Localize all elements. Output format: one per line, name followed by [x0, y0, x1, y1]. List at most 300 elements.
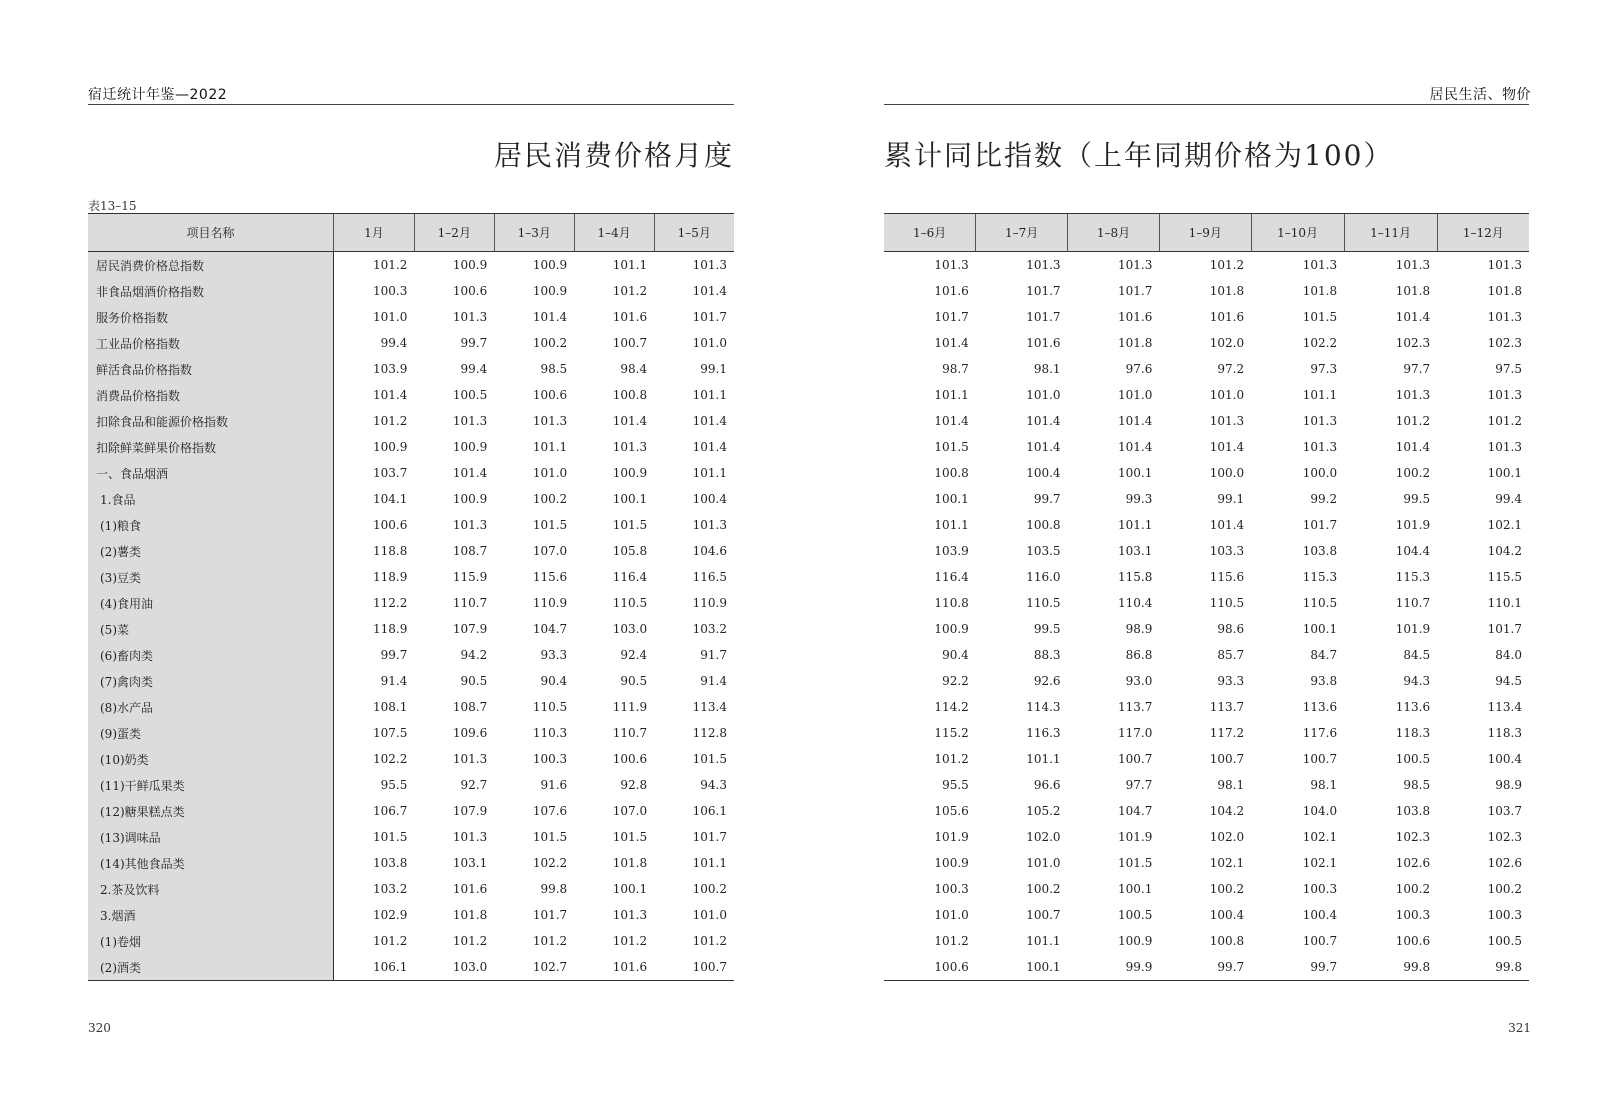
table-cell: 101.1	[692, 856, 727, 870]
table-cell: 101.0	[692, 908, 727, 922]
table-cell: 104.7	[532, 622, 568, 636]
table-cell: 101.3	[1209, 414, 1245, 428]
table-row	[88, 850, 734, 876]
table-row	[884, 642, 1529, 668]
table-body-right	[884, 252, 1529, 981]
table-cell: 98.4	[620, 362, 648, 376]
row-label: (5)菜	[88, 616, 334, 642]
table-cell: 93.0	[1125, 674, 1153, 688]
table-cell: 102.1	[1302, 856, 1338, 870]
table-row	[884, 278, 1529, 304]
table-cell: 100.3	[1302, 882, 1338, 896]
table-cell: 110.7	[452, 596, 488, 610]
table-cell: 100.4	[1302, 908, 1338, 922]
table-cell: 101.7	[1302, 518, 1338, 532]
table-cell: 100.5	[1117, 908, 1153, 922]
table-cell: 107.5	[373, 726, 408, 740]
table-cell: 101.5	[934, 440, 969, 454]
table-cell: 100.3	[373, 284, 408, 298]
table-cell: 104.4	[1395, 544, 1431, 558]
table-row	[88, 668, 734, 694]
table-cell: 100.4	[692, 492, 727, 506]
table-cell: 101.8	[1209, 284, 1245, 298]
table-cell: 107.0	[612, 804, 648, 818]
table-cell: 99.9	[1068, 954, 1160, 981]
table-cell: 100.9	[452, 258, 488, 272]
table-row	[884, 564, 1529, 590]
table-cell: 100.9	[373, 440, 408, 454]
column-header: 1–3月	[494, 214, 574, 252]
table-cell: 101.5	[532, 518, 568, 532]
table-header-row-right	[884, 214, 1529, 252]
table-cell: 100.3	[934, 882, 969, 896]
row-label: 工业品价格指数	[88, 330, 334, 356]
table-row	[884, 304, 1529, 330]
table-cell: 100.4	[1209, 908, 1245, 922]
table-cell: 84.5	[1403, 648, 1431, 662]
table-cell: 101.3	[1487, 440, 1522, 454]
table-cell: 101.3	[934, 258, 969, 272]
table-cell: 101.3	[1302, 440, 1338, 454]
table-cell: 101.6	[612, 310, 648, 324]
table-cell: 101.7	[1026, 284, 1061, 298]
table-cell: 114.3	[1026, 700, 1061, 714]
row-label: (11)干鲜瓜果类	[88, 772, 334, 798]
table-row	[88, 356, 734, 382]
table-cell: 102.0	[1209, 336, 1245, 350]
table-cell: 100.7	[1209, 752, 1245, 766]
table-cell: 113.4	[1487, 700, 1522, 714]
table-cell: 101.1	[1302, 388, 1338, 402]
table-cell: 117.0	[1117, 726, 1153, 740]
table-cell: 91.6	[540, 778, 568, 792]
table-cell: 115.8	[1117, 570, 1153, 584]
table-title-part1: 居民消费价格月度	[493, 139, 734, 172]
table-cell: 107.9	[452, 622, 488, 636]
table-cell: 101.2	[934, 934, 969, 948]
table-cell: 101.5	[612, 830, 648, 844]
table-cell: 90.5	[460, 674, 488, 688]
table-cell: 100.2	[1026, 882, 1061, 896]
table-cell: 98.5	[540, 362, 568, 376]
table-cell: 100.3	[1487, 908, 1522, 922]
table-cell: 103.7	[1487, 804, 1522, 818]
table-cell: 104.2	[1209, 804, 1245, 818]
table-cell: 104.1	[373, 492, 408, 506]
table-cell: 93.3	[540, 648, 568, 662]
table-cell: 101.3	[612, 440, 648, 454]
table-cell: 90.4	[942, 648, 969, 662]
table-cell: 101.5	[1117, 856, 1153, 870]
right-page	[800, 0, 1609, 1099]
table-cell: 100.9	[532, 284, 568, 298]
row-label: (14)其他食品类	[88, 850, 334, 876]
row-label: (1)卷烟	[88, 928, 334, 954]
table-cell: 101.4	[1117, 414, 1153, 428]
table-cell: 116.4	[612, 570, 648, 584]
table-cell: 101.5	[692, 752, 727, 766]
table-cell: 94.2	[460, 648, 488, 662]
table-cell: 117.2	[1209, 726, 1245, 740]
table-cell: 94.3	[700, 778, 727, 792]
row-label: 服务价格指数	[88, 304, 334, 330]
table-cell: 100.5	[452, 388, 488, 402]
table-cell: 100.1	[1302, 622, 1338, 636]
table-cell: 98.6	[1217, 622, 1245, 636]
table-cell: 100.9	[934, 856, 969, 870]
table-cell: 116.3	[1026, 726, 1061, 740]
table-cell: 103.8	[1302, 544, 1338, 558]
table-cell: 101.3	[532, 414, 568, 428]
table-row	[884, 330, 1529, 356]
table-cell: 101.1	[1026, 934, 1061, 948]
table-cell: 99.1	[700, 362, 727, 376]
table-cell: 101.7	[1487, 622, 1522, 636]
row-label: (10)奶类	[88, 746, 334, 772]
table-cell: 117.6	[1302, 726, 1338, 740]
table-cell: 110.9	[532, 596, 568, 610]
running-head-left: 宿迁统计年鉴—2022	[88, 87, 228, 103]
table-cell: 100.4	[1026, 466, 1061, 480]
table-cell: 101.0	[373, 310, 408, 324]
column-header: 1月	[334, 214, 415, 252]
table-row	[884, 902, 1529, 928]
table-cell: 101.6	[1026, 336, 1061, 350]
table-cell: 101.6	[574, 954, 654, 981]
row-label: (9)蛋类	[88, 720, 334, 746]
table-cell: 93.3	[1217, 674, 1245, 688]
table-cell: 101.3	[692, 518, 727, 532]
table-row	[88, 720, 734, 746]
table-cell: 118.9	[373, 622, 408, 636]
table-cell: 98.9	[1125, 622, 1153, 636]
table-cell: 101.3	[452, 752, 488, 766]
row-label: (8)水产品	[88, 694, 334, 720]
table-cell: 100.0	[1302, 466, 1338, 480]
row-label: 2.茶及饮料	[88, 876, 334, 902]
table-cell: 100.6	[1395, 934, 1431, 948]
table-cell: 99.7	[380, 648, 408, 662]
table-row	[884, 850, 1529, 876]
table-cell: 111.9	[612, 700, 648, 714]
table-cell: 115.3	[1395, 570, 1431, 584]
table-cell: 98.5	[1403, 778, 1431, 792]
table-cell: 110.9	[692, 596, 727, 610]
table-cell: 99.1	[1217, 492, 1245, 506]
table-cell: 92.8	[620, 778, 648, 792]
table-cell: 110.8	[934, 596, 969, 610]
table-cell: 101.4	[934, 336, 969, 350]
table-cell: 100.2	[692, 882, 727, 896]
table-row	[884, 538, 1529, 564]
table-cell: 100.1	[934, 492, 969, 506]
table-cell: 101.2	[373, 258, 408, 272]
table-cell: 101.0	[1026, 388, 1061, 402]
table-cell: 103.2	[373, 882, 408, 896]
column-header: 1–9月	[1159, 214, 1251, 252]
table-cell: 102.1	[1302, 830, 1338, 844]
column-header-item-name: 项目名称	[88, 214, 334, 252]
table-cell: 100.7	[654, 954, 734, 981]
table-cell: 102.3	[1487, 830, 1522, 844]
table-cell: 101.1	[934, 518, 969, 532]
table-cell: 102.6	[1487, 856, 1522, 870]
column-header: 1–12月	[1437, 214, 1529, 252]
column-header: 1–6月	[884, 214, 976, 252]
table-cell: 92.4	[620, 648, 648, 662]
table-cell: 101.4	[692, 414, 727, 428]
table-row	[884, 876, 1529, 902]
table-row	[884, 746, 1529, 772]
table-cell: 101.9	[1395, 622, 1431, 636]
left-page	[0, 0, 800, 1099]
table-cell: 101.8	[1302, 284, 1338, 298]
table-cell: 100.1	[976, 954, 1068, 981]
row-label: (7)禽肉类	[88, 668, 334, 694]
table-cell: 101.4	[692, 440, 727, 454]
table-cell: 101.5	[373, 830, 408, 844]
table-cell: 110.5	[1302, 596, 1338, 610]
table-cell: 110.5	[1026, 596, 1061, 610]
row-label: 扣除食品和能源价格指数	[88, 408, 334, 434]
table-row	[88, 330, 734, 356]
table-cell: 97.5	[1495, 362, 1522, 376]
table-row	[884, 694, 1529, 720]
table-row	[88, 954, 734, 981]
table-cell: 101.3	[1302, 414, 1338, 428]
table-cell: 102.6	[1395, 856, 1431, 870]
table-cell: 100.7	[1302, 934, 1338, 948]
table-cell: 97.7	[1403, 362, 1431, 376]
table-cell: 101.2	[452, 934, 488, 948]
row-label: (4)食用油	[88, 590, 334, 616]
row-label: 消费品价格指数	[88, 382, 334, 408]
table-cell: 103.1	[1117, 544, 1153, 558]
table-cell: 100.7	[1302, 752, 1338, 766]
table-cell: 100.6	[884, 954, 976, 981]
table-row	[88, 434, 734, 460]
table-cell: 101.3	[1302, 258, 1338, 272]
table-cell: 100.9	[452, 492, 488, 506]
table-row	[88, 252, 734, 279]
table-cell: 102.7	[494, 954, 574, 981]
table-cell: 95.5	[380, 778, 408, 792]
table-cell: 102.2	[373, 752, 408, 766]
row-label: (1)粮食	[88, 512, 334, 538]
table-cell: 101.4	[1026, 414, 1061, 428]
table-row	[884, 928, 1529, 954]
table-cell: 101.8	[1395, 284, 1431, 298]
table-cell: 105.6	[934, 804, 969, 818]
table-row	[88, 590, 734, 616]
table-row	[884, 954, 1529, 981]
table-row	[88, 512, 734, 538]
table-cell: 101.3	[452, 414, 488, 428]
table-cell: 101.3	[452, 518, 488, 532]
table-cell: 101.4	[1209, 440, 1245, 454]
table-number: 表13–15	[88, 199, 137, 213]
table-cell: 99.7	[1159, 954, 1251, 981]
table-cell: 101.9	[1117, 830, 1153, 844]
table-cell: 102.3	[1395, 336, 1431, 350]
table-cell: 101.3	[452, 310, 488, 324]
table-cell: 101.8	[1487, 284, 1522, 298]
table-cell: 101.8	[612, 856, 648, 870]
table-cell: 99.7	[1033, 492, 1061, 506]
table-cell: 84.7	[1310, 648, 1338, 662]
table-cell: 101.3	[1026, 258, 1061, 272]
row-label: (2)酒类	[88, 954, 334, 981]
table-cell: 101.3	[1395, 258, 1431, 272]
table-row	[88, 304, 734, 330]
table-cell: 116.0	[1026, 570, 1061, 584]
column-header: 1–4月	[574, 214, 654, 252]
table-cell: 101.4	[612, 414, 648, 428]
table-cell: 101.7	[692, 310, 727, 324]
table-row	[884, 512, 1529, 538]
table-body-left	[88, 252, 734, 981]
table-cell: 103.3	[1209, 544, 1245, 558]
table-cell: 101.4	[532, 310, 568, 324]
table-row	[88, 772, 734, 798]
table-row	[88, 408, 734, 434]
page-number-left: 320	[88, 1021, 111, 1035]
column-header: 1–8月	[1068, 214, 1160, 252]
table-cell: 101.1	[1026, 752, 1061, 766]
table-cell: 101.2	[612, 934, 648, 948]
table-cell: 103.9	[373, 362, 408, 376]
table-cell: 116.5	[692, 570, 727, 584]
table-cell: 101.0	[532, 466, 568, 480]
table-cell: 101.3	[612, 908, 648, 922]
table-cell: 103.9	[934, 544, 969, 558]
table-cell: 100.2	[532, 336, 568, 350]
table-cell: 101.3	[1487, 310, 1522, 324]
table-cell: 100.0	[1209, 466, 1245, 480]
table-cell: 101.0	[934, 908, 969, 922]
table-cell: 101.3	[1487, 258, 1522, 272]
header-rule-right	[884, 104, 1529, 105]
table-cell: 100.9	[934, 622, 969, 636]
table-cell: 100.9	[1117, 934, 1153, 948]
table-cell: 118.9	[373, 570, 408, 584]
column-header: 1–7月	[976, 214, 1068, 252]
row-label: (3)豆类	[88, 564, 334, 590]
table-cell: 100.3	[532, 752, 568, 766]
table-cell: 92.6	[1033, 674, 1061, 688]
table-cell: 110.5	[1209, 596, 1245, 610]
table-cell: 101.2	[1395, 414, 1431, 428]
table-cell: 101.2	[373, 934, 408, 948]
table-cell: 103.0	[414, 954, 494, 981]
table-cell: 98.7	[942, 362, 969, 376]
table-cell: 99.7	[460, 336, 488, 350]
table-cell: 101.1	[532, 440, 568, 454]
table-cell: 102.0	[1209, 830, 1245, 844]
table-cell: 99.5	[1403, 492, 1431, 506]
table-row	[884, 486, 1529, 512]
table-cell: 115.5	[1487, 570, 1522, 584]
table-cell: 100.2	[532, 492, 568, 506]
table-cell: 101.4	[1395, 310, 1431, 324]
table-cell: 106.7	[373, 804, 408, 818]
table-cell: 97.6	[1125, 362, 1153, 376]
table-cell: 108.7	[452, 544, 488, 558]
table-cell: 101.3	[1117, 258, 1153, 272]
table-cell: 110.1	[1487, 596, 1522, 610]
table-cell: 100.3	[1395, 908, 1431, 922]
table-cell: 99.8	[1437, 954, 1529, 981]
table-cell: 101.7	[532, 908, 568, 922]
table-cell: 106.1	[334, 954, 415, 981]
table-cell: 100.8	[1026, 518, 1061, 532]
table-row	[88, 278, 734, 304]
table-cell: 101.2	[1209, 258, 1245, 272]
row-label: (13)调味品	[88, 824, 334, 850]
table-cell: 100.5	[1487, 934, 1522, 948]
table-cell: 101.5	[612, 518, 648, 532]
table-cell: 98.1	[1310, 778, 1338, 792]
table-cell: 101.2	[934, 752, 969, 766]
table-cell: 109.6	[452, 726, 488, 740]
table-cell: 84.0	[1495, 648, 1522, 662]
column-header: 1–2月	[414, 214, 494, 252]
table-cell: 103.1	[452, 856, 488, 870]
table-cell: 118.8	[373, 544, 408, 558]
table-row	[88, 486, 734, 512]
table-cell: 101.1	[934, 388, 969, 402]
row-label: 一、食品烟酒	[88, 460, 334, 486]
table-row	[88, 382, 734, 408]
table-cell: 100.9	[452, 440, 488, 454]
table-cell: 110.5	[532, 700, 568, 714]
table-cell: 85.7	[1217, 648, 1245, 662]
table-cell: 101.4	[1026, 440, 1061, 454]
table-cell: 108.7	[452, 700, 488, 714]
table-cell: 91.7	[700, 648, 727, 662]
table-cell: 93.8	[1310, 674, 1338, 688]
table-cell: 100.2	[1395, 882, 1431, 896]
table-cell: 101.2	[692, 934, 727, 948]
table-cell: 102.3	[1395, 830, 1431, 844]
table-cell: 101.4	[692, 284, 727, 298]
table-row	[88, 798, 734, 824]
row-label: (6)畜肉类	[88, 642, 334, 668]
table-cell: 99.8	[1344, 954, 1437, 981]
table-cell: 95.5	[942, 778, 969, 792]
table-cell: 101.6	[934, 284, 969, 298]
table-cell: 104.6	[692, 544, 727, 558]
table-row	[884, 720, 1529, 746]
table-cell: 99.5	[1033, 622, 1061, 636]
table-cell: 101.1	[1117, 518, 1153, 532]
table-cell: 99.2	[1310, 492, 1338, 506]
table-cell: 114.2	[934, 700, 969, 714]
table-cell: 113.7	[1209, 700, 1245, 714]
table-row	[884, 434, 1529, 460]
table-cell: 100.9	[612, 466, 648, 480]
table-cell: 115.6	[1209, 570, 1245, 584]
table-cell: 96.6	[1033, 778, 1061, 792]
table-cell: 110.7	[1395, 596, 1431, 610]
table-cell: 99.7	[1251, 954, 1344, 981]
table-cell: 101.4	[1209, 518, 1245, 532]
table-cell: 103.5	[1026, 544, 1061, 558]
table-cell: 115.2	[934, 726, 969, 740]
table-cell: 101.1	[612, 258, 648, 272]
table-cell: 97.7	[1125, 778, 1153, 792]
table-cell: 94.5	[1495, 674, 1522, 688]
